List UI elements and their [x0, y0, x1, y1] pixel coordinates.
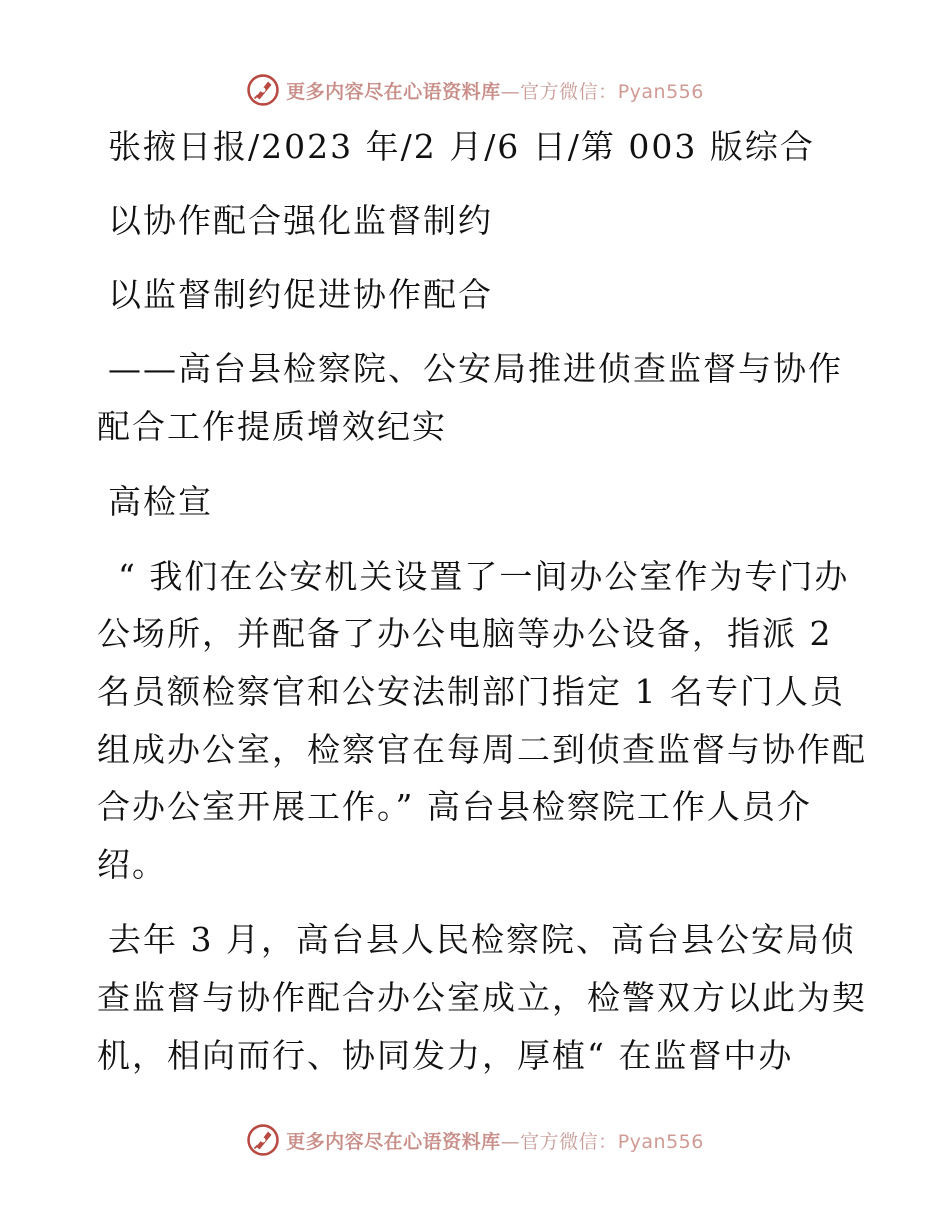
pen-seal-icon [246, 73, 280, 107]
body-line: 合办公室开展工作。” 高台县检察院工作人员介 [97, 787, 812, 826]
watermark-top [0, 70, 950, 110]
watermark-dash: — [500, 80, 521, 103]
body-line: 查监督与协作配合办公室成立，检警双方以此为契 [97, 978, 867, 1017]
body-line: 去年 3 月，高台县人民检察院、高台县公安局侦 [108, 920, 856, 959]
body-line: 机，相向而行、协同发力，厚植“ 在监督中办 [97, 1036, 794, 1075]
body-line: 组成办公室，检察官在每周二到侦查监督与协作配 [97, 730, 867, 769]
dateline: 张掖日报/2023 年/2 月/6 日/第 003 版综合 [108, 127, 815, 166]
watermark-inner [246, 1123, 704, 1157]
watermark-wechat-id: Pyan556 [617, 1130, 704, 1153]
pen-seal-icon [246, 1123, 280, 1157]
body-line: “ 我们在公安机关设置了一间办公室作为专门办 [118, 557, 850, 596]
watermark-bottom [0, 1120, 950, 1160]
body-line: 公场所，并配备了办公电脑等办公设备，指派 2 [97, 614, 833, 653]
watermark-site: 更多内容尽在心语资料库 [286, 80, 501, 103]
watermark-wechat-id: Pyan556 [617, 80, 704, 103]
subtitle-line-2: 配合工作提质增效纪实 [97, 407, 447, 446]
watermark-text [286, 77, 704, 104]
body-line: 名员额检察官和公安法制部门指定 1 名专门人员 [97, 672, 845, 711]
watermark-text [286, 1127, 704, 1154]
watermark-wechat-label: 官方微信： [520, 80, 618, 103]
watermark-inner [246, 73, 704, 107]
headline-1: 以协作配合强化监督制约 [108, 201, 493, 240]
watermark-site: 更多内容尽在心语资料库 [286, 1130, 501, 1153]
headline-2: 以监督制约促进协作配合 [108, 275, 493, 314]
watermark-wechat-label: 官方微信： [520, 1130, 618, 1153]
body-line: 绍。 [97, 845, 167, 884]
author: 高检宣 [108, 482, 213, 521]
watermark-dash: — [500, 1130, 521, 1153]
subtitle-line-1: ——高台县检察院、公安局推进侦查监督与协作 [108, 349, 843, 388]
